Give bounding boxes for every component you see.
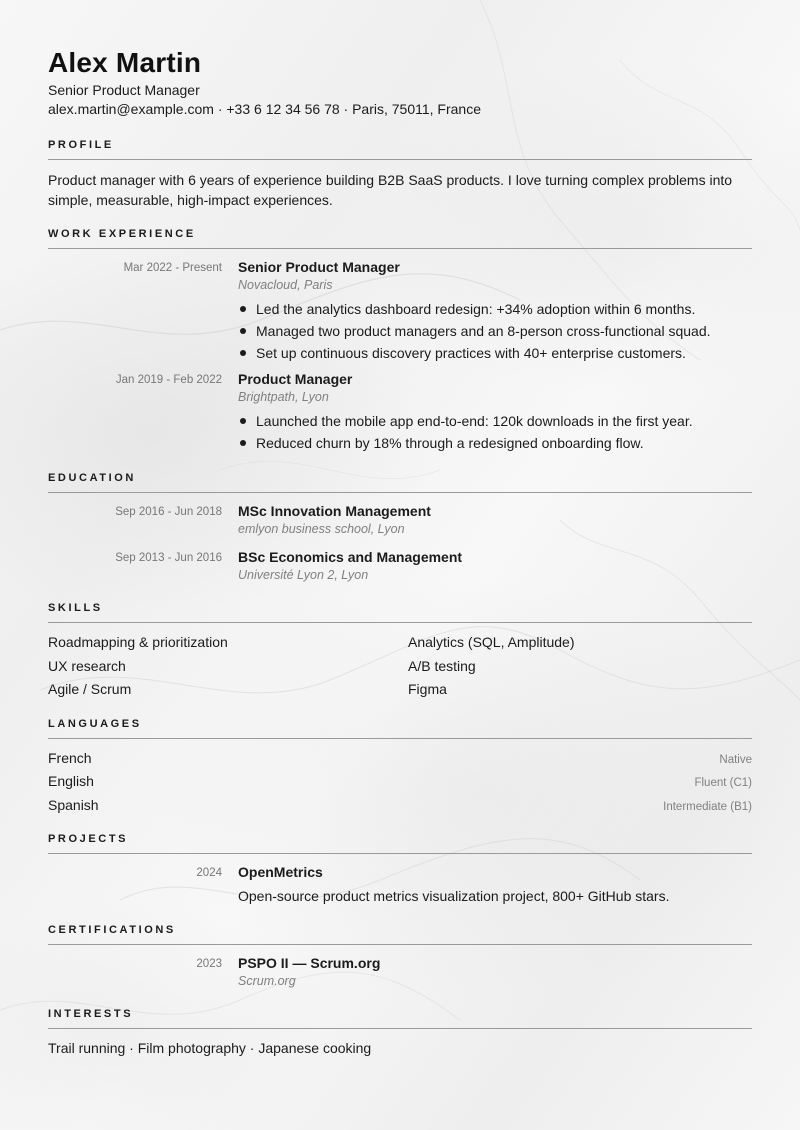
section-title-experience: WORK EXPERIENCE bbox=[48, 227, 752, 249]
experience-section bbox=[48, 227, 752, 454]
projects-list bbox=[48, 854, 752, 906]
languages-list bbox=[48, 739, 752, 815]
language-name: English bbox=[48, 773, 94, 789]
section-title-interests: INTERESTS bbox=[48, 1007, 752, 1029]
entry-bullets bbox=[238, 298, 752, 364]
languages-section bbox=[48, 717, 752, 815]
entry-organization: Novacloud, Paris bbox=[238, 278, 333, 292]
language-row bbox=[48, 795, 752, 815]
education-entry bbox=[48, 502, 752, 538]
entry-organization: Scrum.org bbox=[238, 973, 296, 988]
skill-item: Roadmapping & prioritization bbox=[48, 634, 228, 650]
skill-item: UX research bbox=[48, 657, 126, 674]
language-row bbox=[48, 748, 752, 768]
projects-section bbox=[48, 832, 752, 906]
interests-text: Trail running · Film photography · Japanese cooking bbox=[48, 1039, 372, 1056]
profile-text: Product manager with 6 years of experience building B2B SaaS products. I love turning complex problems into simple, measurable, high-impact experiences. bbox=[48, 172, 733, 208]
bullet-item: Managed two product managers and an 8-person cross-functional squad. bbox=[238, 320, 752, 342]
certifications-list bbox=[48, 945, 752, 990]
education-section bbox=[48, 471, 752, 584]
language-name: French bbox=[48, 749, 92, 766]
section-title-skills: SKILLS bbox=[48, 601, 752, 623]
education-entry bbox=[48, 548, 752, 584]
bullet-item: Set up continuous discovery practices with 40+ enterprise customers. bbox=[238, 342, 752, 364]
experience-list bbox=[48, 249, 752, 454]
entry-title: BSc Economics and Management bbox=[238, 549, 463, 565]
certification-entry bbox=[48, 954, 752, 990]
candidate-name: Alex Martin bbox=[48, 47, 202, 78]
entry-organization: emlyon business school, Lyon bbox=[238, 522, 405, 536]
resume-header bbox=[48, 46, 752, 119]
entry-title: OpenMetrics bbox=[238, 863, 323, 880]
skill-item: A/B testing bbox=[408, 657, 476, 674]
section-title-certifications: CERTIFICATIONS bbox=[48, 923, 752, 945]
interests-section bbox=[48, 1007, 752, 1058]
entry-organization: Université Lyon 2, Lyon bbox=[238, 568, 369, 582]
certifications-section bbox=[48, 923, 752, 990]
entry-description: Open-source product metrics visualization project, 800+ GitHub stars. bbox=[238, 887, 670, 904]
bullet-item: Launched the mobile app end-to-end: 120k downloads in the first year. bbox=[238, 410, 752, 432]
entry-date: 2023 bbox=[196, 957, 222, 970]
experience-entry bbox=[48, 370, 752, 454]
language-level: Fluent (C1) bbox=[694, 777, 752, 789]
entry-date: Jan 2019 - Feb 2022 bbox=[115, 374, 222, 386]
entry-title: PSPO II — Scrum.org bbox=[238, 954, 381, 971]
section-title-education: EDUCATION bbox=[48, 471, 752, 493]
candidate-title: Senior Product Manager bbox=[48, 82, 200, 98]
resume-page bbox=[48, 46, 752, 1058]
entry-bullets bbox=[238, 410, 752, 454]
project-entry bbox=[48, 863, 752, 906]
language-name: Spanish bbox=[48, 796, 99, 813]
bullet-item: Led the analytics dashboard redesign: +34% adoption within 6 months. bbox=[238, 298, 752, 320]
entry-organization: Brightpath, Lyon bbox=[238, 390, 329, 404]
entry-title: Senior Product Manager bbox=[238, 259, 400, 275]
entry-date: 2024 bbox=[196, 866, 222, 879]
education-list bbox=[48, 493, 752, 584]
skills-grid bbox=[48, 623, 752, 700]
bullet-item: Reduced churn by 18% through a redesigned onboarding flow. bbox=[238, 432, 752, 454]
contact-line: alex.martin@example.com · +33 6 12 34 56 78 · Paris, 75011, France bbox=[48, 101, 482, 117]
skill-item: Agile / Scrum bbox=[48, 681, 132, 697]
language-row bbox=[48, 771, 752, 791]
skill-item: Analytics (SQL, Amplitude) bbox=[408, 634, 575, 650]
section-title-profile: PROFILE bbox=[48, 138, 752, 160]
entry-date: Mar 2022 - Present bbox=[123, 262, 222, 274]
skill-item: Figma bbox=[408, 681, 447, 697]
section-title-languages: LANGUAGES bbox=[48, 717, 752, 739]
entry-title: Product Manager bbox=[238, 371, 353, 387]
experience-entry bbox=[48, 258, 752, 364]
section-title-projects: PROJECTS bbox=[48, 832, 752, 854]
entry-date: Sep 2013 - Jun 2016 bbox=[115, 552, 222, 564]
skills-section bbox=[48, 601, 752, 700]
profile-section bbox=[48, 138, 752, 210]
entry-date: Sep 2016 - Jun 2018 bbox=[115, 506, 222, 518]
language-level: Native bbox=[719, 753, 752, 766]
language-level: Intermediate (B1) bbox=[663, 800, 752, 813]
entry-title: MSc Innovation Management bbox=[238, 503, 431, 519]
